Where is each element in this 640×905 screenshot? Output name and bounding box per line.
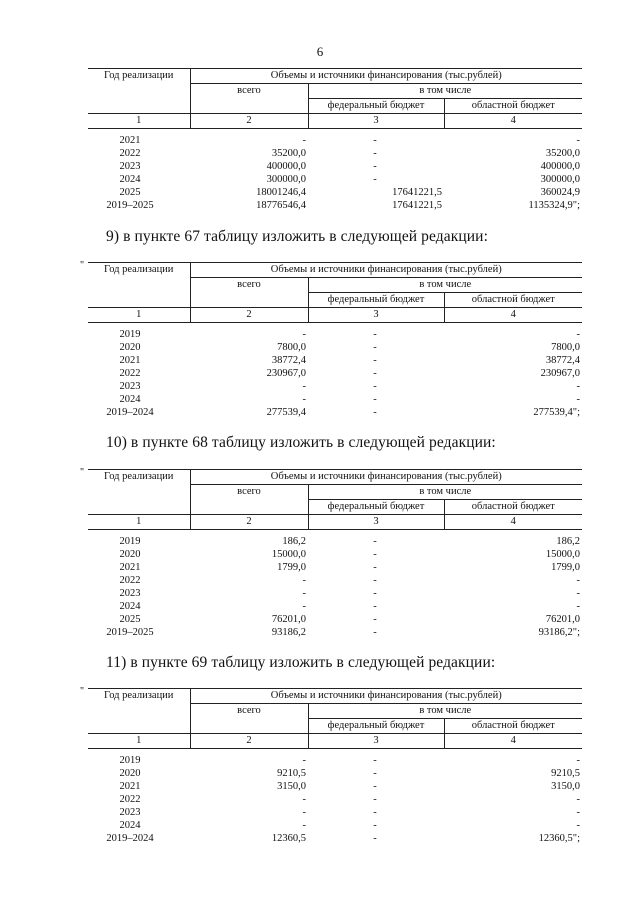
federal-cell: - [373,806,377,818]
federal-cell: - [373,328,377,340]
total-cell: - [302,793,306,805]
federal-cell: - [373,367,377,379]
header-col-num: 4 [444,308,582,323]
table-row [88,380,582,393]
regional-cell: - [576,754,580,766]
header-federal: федеральный бюджет [308,293,444,308]
year-cell: 2019–2025 [106,626,154,638]
year-cell: 2022 [119,574,141,586]
year-cell: 2023 [119,380,141,392]
paragraph-item-10: 10) в пункте 68 таблицу изложить в следующей редакции: [106,434,496,451]
table-row [88,832,582,845]
header-regional: областной бюджет [444,719,582,734]
total-cell: 9210,5 [277,767,306,779]
regional-cell: 7800,0 [551,341,580,353]
regional-cell: - [576,393,580,405]
header-federal: федеральный бюджет [308,500,444,515]
opening-quote: " [80,686,85,697]
year-cell: 2022 [119,793,141,805]
year-cell: 2024 [119,600,141,612]
financing-table [88,688,582,845]
federal-cell: - [373,354,377,366]
year-cell: 2021 [119,561,141,573]
year-cell: 2022 [119,367,141,379]
total-cell: - [302,806,306,818]
total-cell: 230967,0 [266,367,306,379]
header-col-num: 1 [88,734,190,749]
total-cell: 1799,0 [277,561,306,573]
total-cell: - [302,134,306,146]
table-row [88,393,582,406]
header-year: Год реализации [88,470,190,515]
federal-cell: - [373,406,377,418]
table-row [88,600,582,613]
paragraph-item-9: 9) в пункте 67 таблицу изложить в следующей редакции: [106,228,488,245]
header-total: всего [190,485,308,515]
total-cell: 277539,4 [266,406,306,418]
regional-cell: 3150,0 [551,780,580,792]
total-cell: 400000,0 [266,160,306,172]
regional-cell: 1799,0 [551,561,580,573]
header-sources: Объемы и источники финансирования (тыс.рублей) [190,470,582,485]
table-row [88,186,582,199]
header-col-num: 3 [308,515,444,530]
regional-cell: - [576,793,580,805]
federal-cell: 17641221,5 [392,186,442,198]
regional-cell: 300000,0 [540,173,580,185]
header-col-num: 4 [444,734,582,749]
total-cell: 3150,0 [277,780,306,792]
year-cell: 2023 [119,806,141,818]
paragraph-item-11: 11) в пункте 69 таблицу изложить в следующей редакции: [106,654,496,671]
header-federal: федеральный бюджет [308,719,444,734]
header-col-num: 2 [190,114,308,129]
header-regional: областной бюджет [444,293,582,308]
year-cell: 2022 [119,147,141,159]
regional-cell: 12360,5"; [538,832,580,844]
federal-cell: - [373,147,377,159]
header-col-num: 4 [444,114,582,129]
header-col-num: 4 [444,515,582,530]
table-body [88,323,582,420]
federal-cell: - [373,613,377,625]
header-col-num: 3 [308,308,444,323]
year-cell: 2020 [119,341,141,353]
regional-cell: - [576,328,580,340]
header-sources: Объемы и источники финансирования (тыс.рублей) [190,69,582,84]
federal-cell: - [373,393,377,405]
federal-cell: - [373,832,377,844]
total-cell: 76201,0 [271,613,306,625]
header-sources: Объемы и источники финансирования (тыс.рублей) [190,263,582,278]
federal-cell: - [373,341,377,353]
year-cell: 2024 [119,173,141,185]
regional-cell: 93186,2"; [538,626,580,638]
total-cell: 12360,5 [271,832,306,844]
year-cell: 2023 [119,160,141,172]
header-col-num: 3 [308,114,444,129]
header-sources: Объемы и источники финансирования (тыс.рублей) [190,689,582,704]
year-cell: 2021 [119,780,141,792]
regional-cell: 230967,0 [540,367,580,379]
total-cell: - [302,600,306,612]
table-body [88,749,582,846]
federal-cell: - [373,160,377,172]
financing-table [88,469,582,639]
year-cell: 2023 [119,587,141,599]
header-col-num: 2 [190,308,308,323]
year-cell: 2019–2025 [106,199,154,211]
federal-cell: - [373,548,377,560]
header-including: в том числе [308,84,582,99]
federal-cell: - [373,754,377,766]
total-cell: - [302,393,306,405]
table-row [88,160,582,173]
federal-cell: - [373,535,377,547]
regional-cell: - [576,380,580,392]
year-cell: 2021 [119,134,141,146]
table-row [88,793,582,806]
year-cell: 2019 [119,535,141,547]
total-cell: - [302,754,306,766]
regional-cell: - [576,587,580,599]
regional-cell: - [576,574,580,586]
table-row [88,561,582,574]
table-row [88,806,582,819]
total-cell: 18001246,4 [256,186,306,198]
table-row [88,354,582,367]
header-including: в том числе [308,485,582,500]
federal-cell: - [373,380,377,392]
table-row [88,530,582,549]
header-col-num: 2 [190,515,308,530]
federal-cell: - [373,819,377,831]
table-row [88,780,582,793]
federal-cell: - [373,561,377,573]
year-cell: 2025 [119,186,141,198]
header-federal: федеральный бюджет [308,99,444,114]
year-cell: 2019–2024 [106,406,154,418]
header-total: всего [190,704,308,734]
table-row [88,323,582,342]
federal-cell: - [373,173,377,185]
table-row [88,819,582,832]
header-col-num: 1 [88,515,190,530]
table-row [88,767,582,780]
year-cell: 2025 [119,613,141,625]
year-cell: 2019 [119,754,141,766]
header-including: в том числе [308,278,582,293]
total-cell: - [302,380,306,392]
table-row [88,548,582,561]
total-cell: 93186,2 [271,626,306,638]
table-row [88,367,582,380]
regional-cell: 15000,0 [545,548,580,560]
federal-cell: - [373,793,377,805]
table-row [88,613,582,626]
federal-cell: - [373,587,377,599]
total-cell: 186,2 [282,535,306,547]
table-row [88,587,582,600]
total-cell: - [302,587,306,599]
total-cell: - [302,328,306,340]
regional-cell: - [576,806,580,818]
regional-cell: 1135324,9"; [528,199,580,211]
regional-cell: 9210,5 [551,767,580,779]
regional-cell: 186,2 [556,535,580,547]
header-col-num: 3 [308,734,444,749]
total-cell: - [302,819,306,831]
federal-cell: - [373,574,377,586]
table-row [88,129,582,148]
header-col-num: 1 [88,308,190,323]
header-including: в том числе [308,704,582,719]
year-cell: 2020 [119,767,141,779]
year-cell: 2020 [119,548,141,560]
page-number: 6 [316,44,324,59]
opening-quote: " [80,260,85,271]
table-row [88,199,582,212]
financing-table [88,68,582,212]
header-total: всего [190,278,308,308]
header-regional: областной бюджет [444,99,582,114]
federal-cell: - [373,134,377,146]
table-row [88,749,582,768]
year-cell: 2019–2024 [106,832,154,844]
federal-cell: - [373,767,377,779]
table-row [88,341,582,354]
header-year: Год реализации [88,69,190,114]
regional-cell: 400000,0 [540,160,580,172]
total-cell: 300000,0 [266,173,306,185]
regional-cell: - [576,134,580,146]
table-body [88,530,582,640]
header-total: всего [190,84,308,114]
total-cell: 7800,0 [277,341,306,353]
regional-cell: 76201,0 [545,613,580,625]
header-year: Год реализации [88,263,190,308]
year-cell: 2024 [119,393,141,405]
header-col-num: 1 [88,114,190,129]
table-row [88,147,582,160]
table-row [88,574,582,587]
header-year: Год реализации [88,689,190,734]
total-cell: - [302,574,306,586]
total-cell: 15000,0 [271,548,306,560]
regional-cell: - [576,600,580,612]
regional-cell: 360024,9 [540,186,580,198]
table-body [88,129,582,213]
year-cell: 2024 [119,819,141,831]
federal-cell: - [373,626,377,638]
total-cell: 18776546,4 [256,199,306,211]
federal-cell: 17641221,5 [392,199,442,211]
table-row [88,626,582,639]
financing-table [88,262,582,419]
federal-cell: - [373,600,377,612]
regional-cell: 35200,0 [545,147,580,159]
total-cell: 38772,4 [271,354,306,366]
regional-cell: 277539,4"; [533,406,580,418]
regional-cell: 38772,4 [545,354,580,366]
table-row [88,173,582,186]
year-cell: 2019 [119,328,141,340]
total-cell: 35200,0 [271,147,306,159]
header-col-num: 2 [190,734,308,749]
header-regional: областной бюджет [444,500,582,515]
table-row [88,406,582,419]
year-cell: 2021 [119,354,141,366]
federal-cell: - [373,780,377,792]
opening-quote: " [80,467,85,478]
regional-cell: - [576,819,580,831]
